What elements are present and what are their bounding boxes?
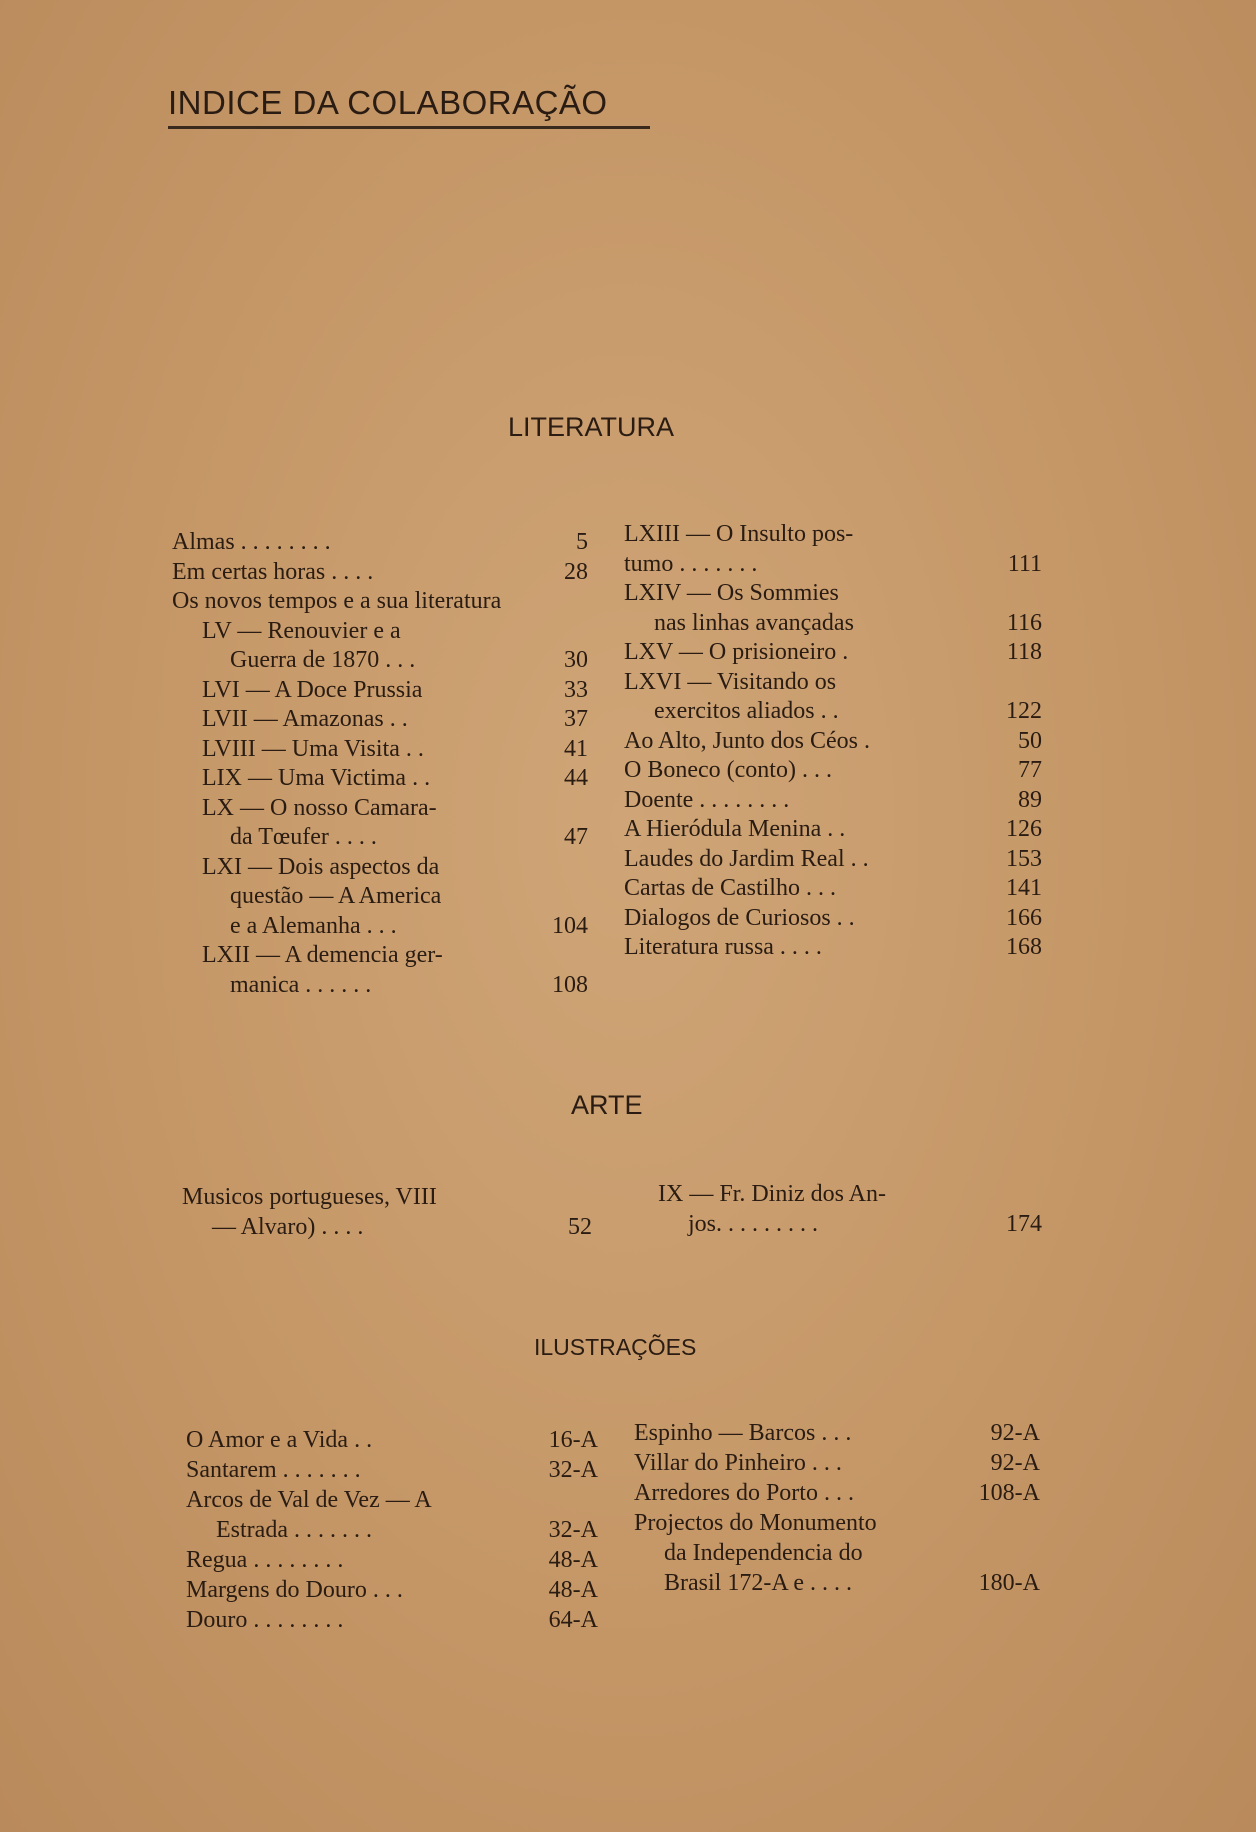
index-entry-page: 16-A: [548, 1427, 598, 1453]
index-entry: [172, 823, 592, 853]
index-entry: [172, 971, 592, 1001]
index-entry-title: O Boneco (conto) . . .: [624, 757, 832, 783]
index-entry-title: Dialogos de Curiosos . .: [624, 904, 855, 931]
index-entry-title: Cartas de Castilho . . .: [624, 875, 836, 901]
index-entry: [182, 1183, 594, 1213]
index-entry-title: LXVI — Visitando os: [624, 668, 837, 695]
index-entry-page: 92-A: [990, 1420, 1040, 1446]
index-entry-title: Projectos do Monumento: [634, 1510, 877, 1536]
index-entry-title: questão — A America: [230, 883, 442, 909]
index-entry-page: 64-A: [548, 1607, 598, 1633]
page-title: INDICE DA COLABORAÇÃO: [168, 84, 608, 121]
index-entry: [172, 705, 592, 735]
index-entry-title: da Independencia do: [664, 1540, 863, 1566]
index-entry-page: 47: [564, 824, 588, 850]
literatura-right-column: [624, 520, 1042, 963]
literatura-left-column: [172, 528, 592, 1000]
index-entry-title: LXV — O prisioneiro .: [624, 639, 849, 665]
index-entry: [172, 794, 592, 824]
index-entry: [624, 756, 1042, 786]
index-entry-title: LXIII — O Insulto pos-: [624, 521, 854, 547]
index-entry: [182, 1213, 594, 1243]
index-entry-title: Santarem . . . . . . .: [186, 1457, 361, 1483]
index-entry: [634, 1508, 1046, 1538]
index-entry: [624, 550, 1042, 580]
index-entry-page: 108-A: [978, 1480, 1040, 1506]
index-entry-page: 41: [564, 735, 588, 762]
section-heading-arte: ARTE: [571, 1090, 643, 1120]
index-entry-title: Almas . . . . . . . .: [172, 529, 331, 555]
index-entry-title: Villar do Pinheiro . . .: [634, 1450, 842, 1476]
index-entry: [624, 874, 1042, 904]
section-heading-literatura: LITERATURA: [508, 412, 675, 442]
index-entry-title: LVII — Amazonas . .: [202, 706, 408, 732]
index-entry-title: LXII — A demencia ger-: [202, 942, 443, 968]
index-entry-title: LVI — A Doce Prussia: [202, 676, 423, 703]
index-entry-title: da Tœufer . . . .: [230, 824, 377, 850]
index-entry-page: 153: [1006, 845, 1042, 872]
index-entry-title: Arredores do Porto . . .: [634, 1480, 854, 1506]
index-entry: [634, 1568, 1046, 1598]
index-entry-title: Douro . . . . . . . .: [186, 1607, 344, 1633]
index-entry: [172, 882, 592, 912]
index-entry: [186, 1545, 598, 1575]
index-entry-title: Literatura russa . . . .: [624, 934, 822, 960]
ilustracoes-left-column: [186, 1425, 598, 1635]
index-entry-page: 126: [1006, 816, 1042, 842]
index-entry: [172, 764, 592, 794]
index-entry-title: jos. . . . . . . . .: [688, 1210, 819, 1237]
index-entry-page: 108: [552, 971, 588, 998]
ilustracoes-right-column: [634, 1418, 1046, 1598]
index-entry-page: 122: [1006, 698, 1042, 724]
index-entry: [172, 735, 592, 765]
index-entry-page: 118: [1006, 639, 1042, 665]
index-entry-title: Margens do Douro . . .: [186, 1577, 403, 1603]
index-entry-page: 48-A: [548, 1577, 598, 1603]
index-entry-title: Os novos tempos e a sua literatura: [172, 588, 502, 614]
index-entry-title: Doente . . . . . . . .: [624, 786, 790, 813]
index-entry: [172, 853, 592, 883]
index-entry-title: Ao Alto, Junto dos Céos .: [624, 727, 871, 754]
index-entry: [658, 1210, 1042, 1240]
index-entry-title: tumo . . . . . . .: [624, 550, 758, 577]
index-entry-page: 37: [564, 706, 588, 732]
index-entry-page: 104: [552, 912, 588, 939]
index-entry-title: Em certas horas . . . .: [172, 558, 374, 585]
index-entry: [186, 1455, 598, 1485]
section-heading-ilustracoes: ILUSTRAÇÕES: [534, 1334, 697, 1360]
index-entry: [624, 786, 1042, 816]
index-entry-page: 166: [1006, 904, 1042, 931]
index-entry-title: Musicos portugueses, VIII: [182, 1184, 437, 1210]
index-entry-title: LV — Renouvier e a: [202, 617, 401, 644]
index-entry-page: 50: [1018, 727, 1042, 754]
index-entry: [624, 904, 1042, 934]
index-entry-page: 44: [564, 765, 588, 791]
index-entry-page: 168: [1006, 934, 1042, 960]
index-entry-title: LIX — Uma Victima . .: [202, 765, 431, 791]
index-entry-page: 111: [1007, 550, 1042, 577]
index-entry: [624, 933, 1042, 963]
index-entry-page: 33: [564, 676, 588, 703]
index-entry: [186, 1485, 598, 1515]
index-entry: [624, 638, 1042, 668]
index-entry-page: 28: [564, 558, 588, 585]
index-entry-page: 174: [1006, 1210, 1042, 1237]
index-entry-page: 32-A: [548, 1457, 598, 1483]
index-entry-title: manica . . . . . .: [230, 971, 372, 998]
index-entry-title: A Hieródula Menina . .: [624, 816, 846, 842]
index-entry-page: 30: [564, 647, 588, 673]
index-entry-page: 5: [576, 529, 588, 555]
index-entry-title: Regua . . . . . . . .: [186, 1547, 344, 1573]
title-underline: [168, 126, 650, 129]
index-entry: [634, 1478, 1046, 1508]
arte-left-column: [182, 1183, 594, 1242]
index-entry: [186, 1425, 598, 1455]
index-entry: [186, 1575, 598, 1605]
index-entry: [634, 1418, 1046, 1448]
index-entry: [172, 617, 592, 647]
index-entry: [624, 697, 1042, 727]
arte-right-column: [658, 1180, 1042, 1239]
index-entry-page: 32-A: [548, 1517, 598, 1543]
index-entry: [634, 1538, 1046, 1568]
index-entry: [624, 668, 1042, 698]
index-entry-page: 89: [1018, 786, 1042, 813]
index-entry: [172, 941, 592, 971]
index-entry-title: LX — O nosso Camara-: [202, 794, 437, 821]
index-entry: [658, 1180, 1042, 1210]
index-entry-title: Estrada . . . . . . .: [216, 1517, 372, 1543]
index-entry: [172, 528, 592, 558]
index-entry: [172, 558, 592, 588]
index-entry: [634, 1448, 1046, 1478]
index-entry-page: 48-A: [548, 1547, 598, 1573]
index-entry-page: 52: [568, 1213, 592, 1240]
index-entry-title: LVIII — Uma Visita . .: [202, 735, 424, 762]
index-entry: [172, 676, 592, 706]
index-entry-page: 180-A: [978, 1570, 1040, 1596]
index-entry: [186, 1515, 598, 1545]
index-entry-title: LXIV — Os Sommies: [624, 580, 839, 606]
index-entry: [624, 609, 1042, 639]
index-entry: [624, 845, 1042, 875]
index-entry: [172, 646, 592, 676]
index-entry-page: 116: [1006, 609, 1042, 636]
index-entry-title: O Amor e a Vida . .: [186, 1427, 373, 1453]
index-entry-page: 92-A: [990, 1450, 1040, 1476]
index-entry-title: Espinho — Barcos . . .: [634, 1420, 852, 1446]
index-entry-page: 141: [1006, 875, 1042, 901]
index-entry: [186, 1605, 598, 1635]
index-entry-title: e a Alemanha . . .: [230, 912, 397, 939]
index-entry-title: Guerra de 1870 . . .: [230, 647, 416, 673]
index-entry-title: nas linhas avançadas: [654, 609, 854, 636]
index-entry-title: Brasil 172-A e . . . .: [664, 1570, 852, 1596]
index-entry-title: Arcos de Val de Vez — A: [186, 1487, 432, 1513]
index-entry: [624, 727, 1042, 757]
index-entry: [624, 520, 1042, 550]
index-entry: [624, 815, 1042, 845]
index-entry-page: 77: [1018, 757, 1042, 783]
index-entry: [172, 587, 592, 617]
index-entry-title: — Alvaro) . . . .: [212, 1213, 364, 1240]
index-entry-title: LXI — Dois aspectos da: [202, 853, 440, 880]
index-entry: [624, 579, 1042, 609]
index-entry-title: exercitos aliados . .: [654, 698, 839, 724]
index-entry-title: Laudes do Jardim Real . .: [624, 845, 869, 872]
index-entry: [172, 912, 592, 942]
index-entry-title: IX — Fr. Diniz dos An-: [658, 1181, 886, 1207]
